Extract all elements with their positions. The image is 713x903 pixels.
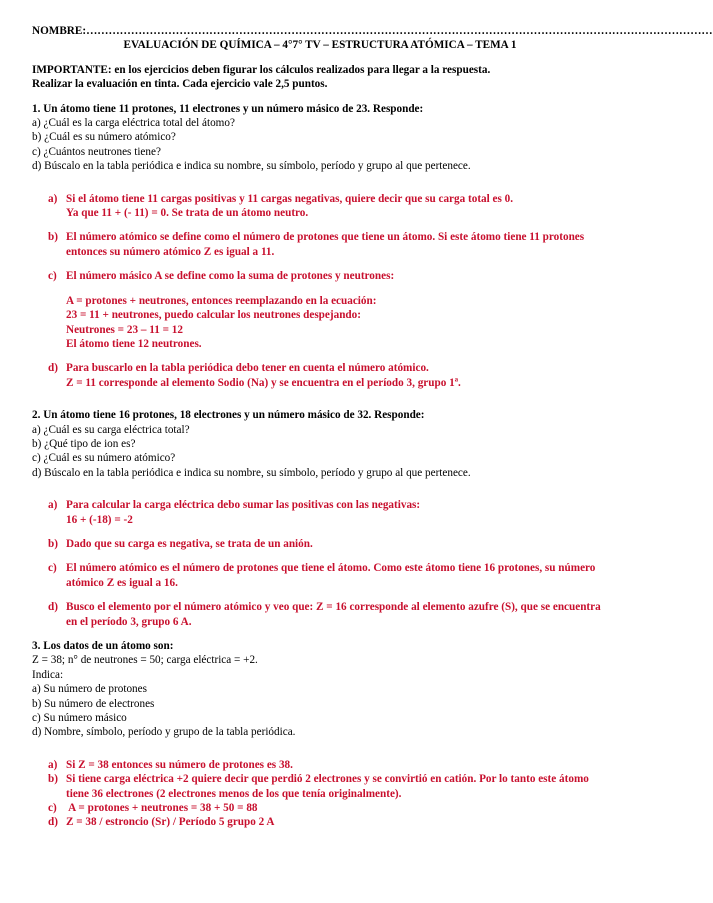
answer-line: Para calcular la carga eléctrica debo sumar las positivas con las negativas: (66, 499, 421, 512)
q1-item-c: c) ¿Cuántos neutrones tiene? (32, 145, 161, 158)
answer-text: Si tiene carga eléctrica +2 quiere decir que perdió 2 electrones y se convirtió en catión. Por lo tanto este átomo tiene 36 electrones (2 electrones menos de los que tenía originalmente). (66, 773, 589, 800)
answer-line: 16 + (-18) = -2 (66, 513, 133, 526)
answer-text: A = protones + neutrones = 38 + 50 = 88 (66, 802, 258, 815)
q3-item-a: a) Su número de protones (32, 683, 147, 696)
answer-line: Si el átomo tiene 11 cargas positivas y 11 cargas negativas, quiere decir que su carga total es 0. (66, 192, 514, 205)
answer-label: b) (48, 537, 58, 550)
answer-line: El número másico A se define como la suma de protones y neutrones: (66, 270, 395, 283)
q2-answer-c (32, 561, 608, 590)
answer-line: El átomo tiene 12 neutrones. (66, 337, 202, 350)
answer-text: Si Z = 38 entonces su número de protones es 38. (66, 758, 293, 771)
answer-line: Z = 11 corresponde al elemento Sodio (Na) y se encuentra en el período 3, grupo 1ª. (66, 376, 461, 389)
q3-item-c: c) Su número másico (32, 712, 127, 725)
answer-text: Z = 38 / estroncio (Sr) / Período 5 grupo 2 A (66, 816, 275, 829)
q2-item-a: a) ¿Cuál es su carga eléctrica total? (32, 423, 190, 436)
q1-item-b: b) ¿Cuál es su número atómico? (32, 131, 176, 144)
q3-answer-c (32, 801, 608, 815)
answer-text: Busco el elemento por el número atómico y veo que: Z = 16 corresponde al elemento azufre (S), que se encuentra en el período 3, grupo 6 A. (66, 601, 601, 628)
q1-item-a: a) ¿Cuál es la carga eléctrica total del átomo? (32, 117, 235, 130)
q2-answer-b (32, 537, 608, 551)
q1-item-d: d) Búscalo en la tabla periódica e indica su nombre, su símbolo, período y grupo al que pertenece. (32, 160, 471, 173)
q1-title: 1. Un átomo tiene 11 protones, 11 electrones y un número másico de 23. Responde: (32, 102, 424, 115)
answer-line: A = protones + neutrones, entonces reemplazando en la ecuación: (66, 294, 377, 307)
q2-item-b: b) ¿Qué tipo de ion es? (32, 437, 136, 450)
answer-label: b) (48, 773, 58, 786)
q2-item-d: d) Búscalo en la tabla periódica e indica su nombre, su símbolo, período y grupo al que pertenece. (32, 466, 471, 479)
answer-label: d) (48, 601, 58, 614)
q1-answer-b (32, 230, 608, 259)
q3-item-d: d) Nombre, símbolo, período y grupo de la tabla periódica. (32, 726, 296, 739)
q2-answer-d (32, 600, 608, 629)
q3-item-b: b) Su número de electrones (32, 697, 155, 710)
answer-text: El número atómico se define como el número de protones que tiene un átomo. Si este átomo tiene 11 protones entonces su número atómico Z es igual a 11. (66, 231, 585, 258)
q3-data: Z = 38; n° de neutrones = 50; carga eléctrica = +2. (32, 654, 258, 667)
answer-label: c) (48, 802, 57, 815)
answer-text: El número atómico es el número de protones que tiene el átomo. Como este átomo tiene 16 protones, su número atómico Z es igual a 16. (66, 562, 596, 589)
answer-label: b) (48, 231, 58, 244)
nombre-line: NOMBRE:…………………………………………………………………………………………………………………………………………………… (32, 25, 713, 37)
answer-label: a) (48, 192, 58, 205)
answer-line: 23 = 11 + neutrones, puedo calcular los neutrones despejando: (66, 309, 361, 322)
q3-indica: Indica: (32, 668, 64, 681)
q3-title: 3. Los datos de un átomo son: (32, 640, 174, 652)
q1-answer-a (32, 192, 608, 221)
q3-answer-b (32, 772, 608, 801)
answer-label: d) (48, 816, 58, 829)
importante-line-1: IMPORTANTE: en los ejercicios deben figurar los cálculos realizados para llegar a la respuesta. (32, 63, 491, 76)
q3-answer-d (32, 815, 608, 829)
q2-item-c: c) ¿Cuál es su número atómico? (32, 452, 176, 465)
q1-answer-d (32, 361, 608, 390)
q3-answer-a (32, 758, 608, 772)
answer-label: a) (48, 758, 58, 771)
answer-line: Neutrones = 23 – 11 = 12 (66, 323, 183, 336)
answer-label: c) (48, 562, 57, 575)
document-title: EVALUACIÓN DE QUÍMICA – 4°7° TV – ESTRUCTURA ATÓMICA – TEMA 1 (123, 39, 517, 52)
q2-title: 2. Un átomo tiene 16 protones, 18 electrones y un número másico de 32. Responde: (32, 409, 425, 422)
q2-answer-a (32, 498, 608, 527)
answer-label: c) (48, 270, 57, 283)
document-page (32, 24, 713, 830)
answer-line: Ya que 11 + (- 11) = 0. Se trata de un átomo neutro. (66, 207, 309, 220)
importante-line-2: Realizar la evaluación en tinta. Cada ejercicio vale 2,5 puntos. (32, 78, 328, 91)
answer-line: Para buscarlo en la tabla periódica debo tener en cuenta el número atómico. (66, 362, 429, 375)
answer-text: Dado que su carga es negativa, se trata de un anión. (66, 537, 313, 550)
answer-label: a) (48, 499, 58, 512)
answer-label: d) (48, 362, 58, 375)
q1-answer-c (32, 269, 608, 351)
